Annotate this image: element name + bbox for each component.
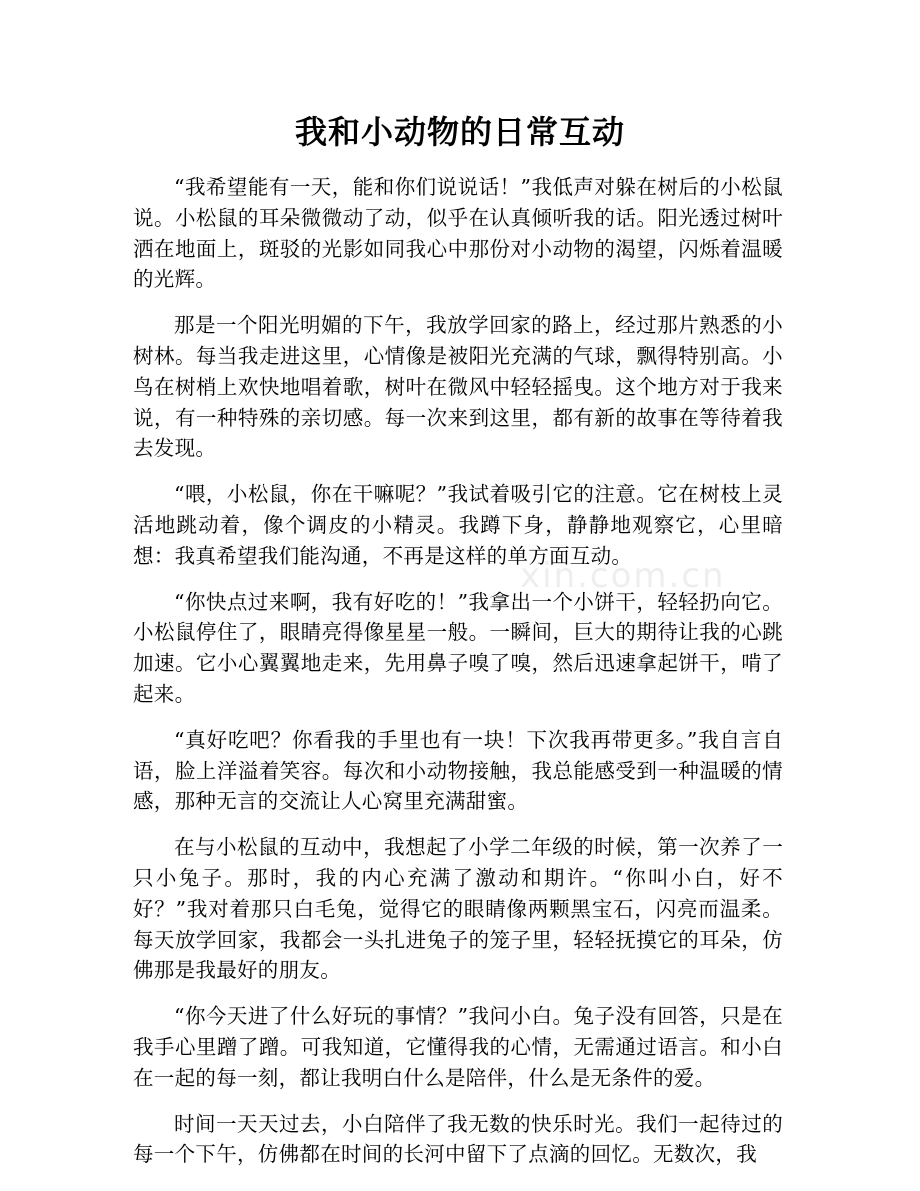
document-body <box>133 172 783 1185</box>
paragraph: “真好吃吧？你看我的手里也有一块！下次我再带更多。”我自言自语，脸上洋溢着笑容。每次和小动物接触，我总能感受到一种温暖的情感，那种无言的交流让人心窝里充满甜蜜。 <box>133 727 783 814</box>
paragraph: “你今天进了什么好玩的事情？”我问小白。兔子没有回答，只是在我手心里蹭了蹭。可我知道，它懂得我的心情，无需通过语言。和小白在一起的每一刻，都让我明白什么是陪伴，什么是无条件的爱。 <box>133 1004 783 1090</box>
paragraph: “我希望能有一天，能和你们说说话！”我低声对躲在树后的小松鼠说。小松鼠的耳朵微微动了动，似乎在认真倾听我的话。阳光透过树叶洒在地面上，斑驳的光影如同我心中那份对小动物的渴望，闪烁着温暖的光辉。 <box>133 175 783 292</box>
paragraph: “你快点过来啊，我有好吃的！”我拿出一个小饼干，轻轻扔向它。小松鼠停住了，眼睛亮得像星星一般。一瞬间，巨大的期待让我的心跳加速。它小心翼翼地走来，先用鼻子嗅了嗅，然后迅速拿起饼干，啃了起来。 <box>133 589 783 706</box>
watermark: xin.com.cn <box>520 556 726 596</box>
paragraph: “喂，小松鼠，你在干嘛呢？”我试着吸引它的注意。它在树枝上灵活地跳动着，像个调皮的小精灵。我蹲下身，静静地观察它，心里暗想：我真希望我们能沟通，不再是这样的单方面互动。 <box>133 482 783 568</box>
document-title: 我和小动物的日常互动 <box>294 113 625 151</box>
paragraph: 在与小松鼠的互动中，我想起了小学二年级的时候，第一次养了一只小兔子。那时，我的内心充满了激动和期许。“你叫小白，好不好？”我对着那只白毛兔，觉得它的眼睛像两颗黑宝石，闪亮而温柔。每天放学回家，我都会一头扎进兔子的笼子里，轻轻抚摸它的耳朵，仿佛那是我最好的朋友。 <box>133 835 783 983</box>
paragraph: 时间一天天过去，小白陪伴了我无数的快乐时光。我们一起待过的每一个下午，仿佛都在时间的长河中留下了点滴的回忆。无数次，我 <box>133 1111 783 1167</box>
paragraph: 那是一个阳光明媚的下午，我放学回家的路上，经过那片熟悉的小树林。每当我走进这里，心情像是被阳光充满的气球，飘得特别高。小鸟在树梢上欢快地唱着歌，树叶在微风中轻轻摇曳。这个地方对于我来说，有一种特殊的亲切感。每一次来到这里，都有新的故事在等待着我去发现。 <box>133 313 783 461</box>
